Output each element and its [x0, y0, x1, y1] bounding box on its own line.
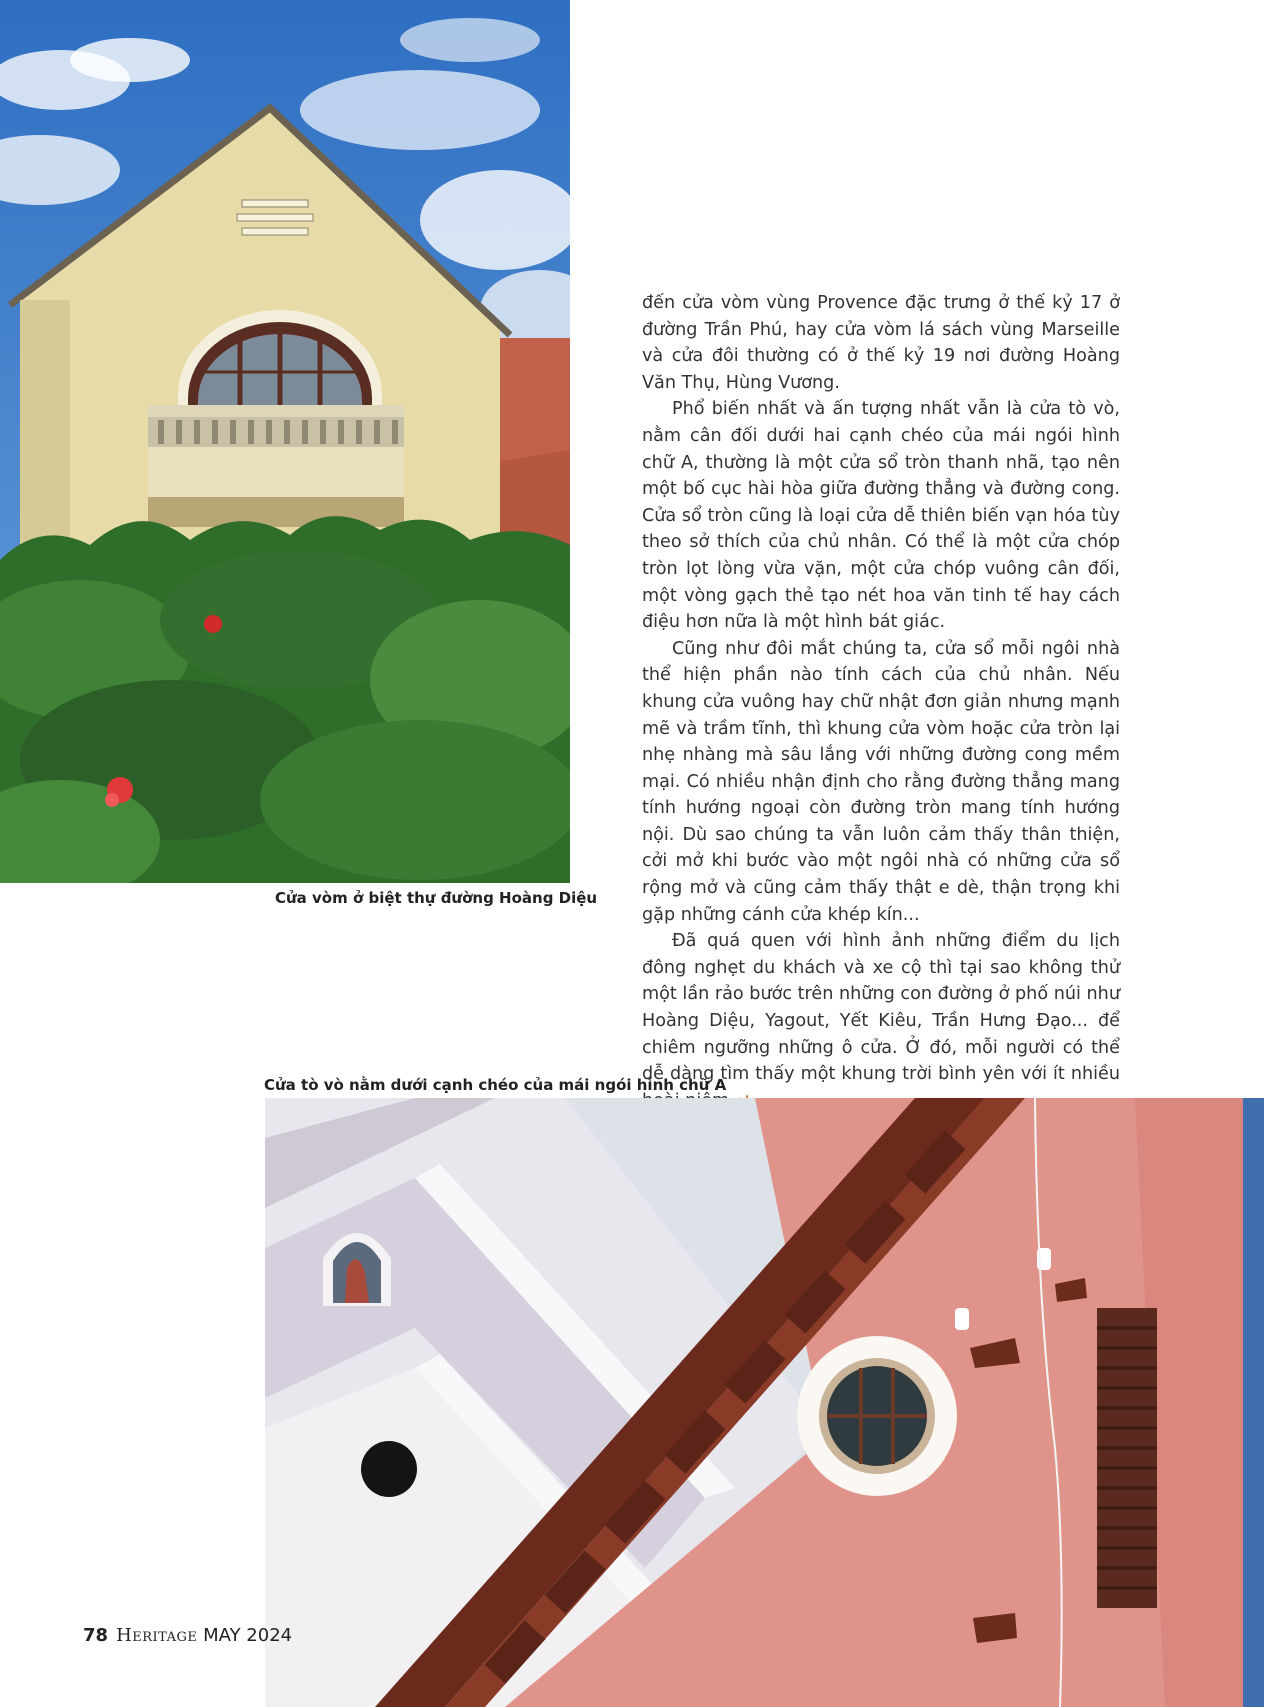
article-paragraph: đến cửa vòm vùng Provence đặc trưng ở thế kỷ 17 ở đường Trần Phú, hay cửa vòm lá sách vùng Marseille và cửa đôi thường có ở thế kỷ 19 nơi đường Hoàng Văn Thụ, Hùng Vương.: [642, 293, 1120, 393]
article-paragraph: Cũng như đôi mắt chúng ta, cửa sổ mỗi ngôi nhà thể hiện phần nào tính cách của chủ nhân. Nếu khung cửa vuông hay chữ nhật đơn giản nhưng mạnh mẽ và trầm tĩnh, thì khung cửa vòm hoặc cửa tròn lại nhẹ nhàng mà sâu lắng với những đường cong mềm mại. Có nhiều nhận định cho rằng đường thẳng mang tính hướng ngoại còn đường tròn mang tính hướng nội. Dù sao chúng ta vẫn luôn cảm thấy thân thiện, cởi mở khi bước vào một ngôi nhà có những cửa sổ rộng mở và cũng cảm thấy thật e dè, thận trọng khi gặp những cánh cửa khép kín...: [642, 638, 1120, 925]
article-paragraph: Phổ biến nhất và ấn tượng nhất vẫn là cửa tò vò, nằm cân đối dưới hai cạnh chéo của mái ngói hình chữ A, thường là một cửa sổ tròn thanh nhã, tạo nên một bố cục hài hòa giữa đường thẳng và đường cong. Cửa sổ tròn cũng là loại cửa dễ thiên biến vạn hóa tùy theo sở thích của chủ nhân. Có thể là một cửa chóp tròn lọt lòng vừa vặn, một cửa chóp vuông cân đối, một vòng gạch thẻ tạo nét hoa văn tinh tế hay cách điệu hơn nữa là một hình bát giác.: [642, 399, 1120, 633]
article-body: [642, 290, 1120, 1114]
top-photo-caption: Cửa vòm ở biệt thự đường Hoàng Diệu: [275, 889, 598, 907]
bottom-photo-caption: Cửa tò vò nằm dưới cạnh chéo của mái ngói hình chữ A: [264, 1076, 727, 1094]
page-folio: [83, 1625, 292, 1646]
villa-arched-window-photo: [0, 0, 570, 883]
article-paragraph: Đã quá quen với hình ảnh những điểm du lịch đông nghẹt du khách và xe cộ thì tại sao không thử một lần rảo bước trên những con đường ở phố núi như Hoàng Diệu, Yagout, Yết Kiêu, Trần Hưng Đạo... để chiêm ngưỡng những ô cửa. Ở đó, mỗi người có thể dễ dàng tìm thấy một khung trời bình yên với ít nhiều: [642, 931, 1120, 1085]
issue-date: MAY 2024: [203, 1625, 293, 1646]
page-number: 78: [83, 1625, 109, 1646]
round-window-gable-photo: [265, 1098, 1264, 1707]
magazine-name: Heritage: [116, 1625, 198, 1646]
